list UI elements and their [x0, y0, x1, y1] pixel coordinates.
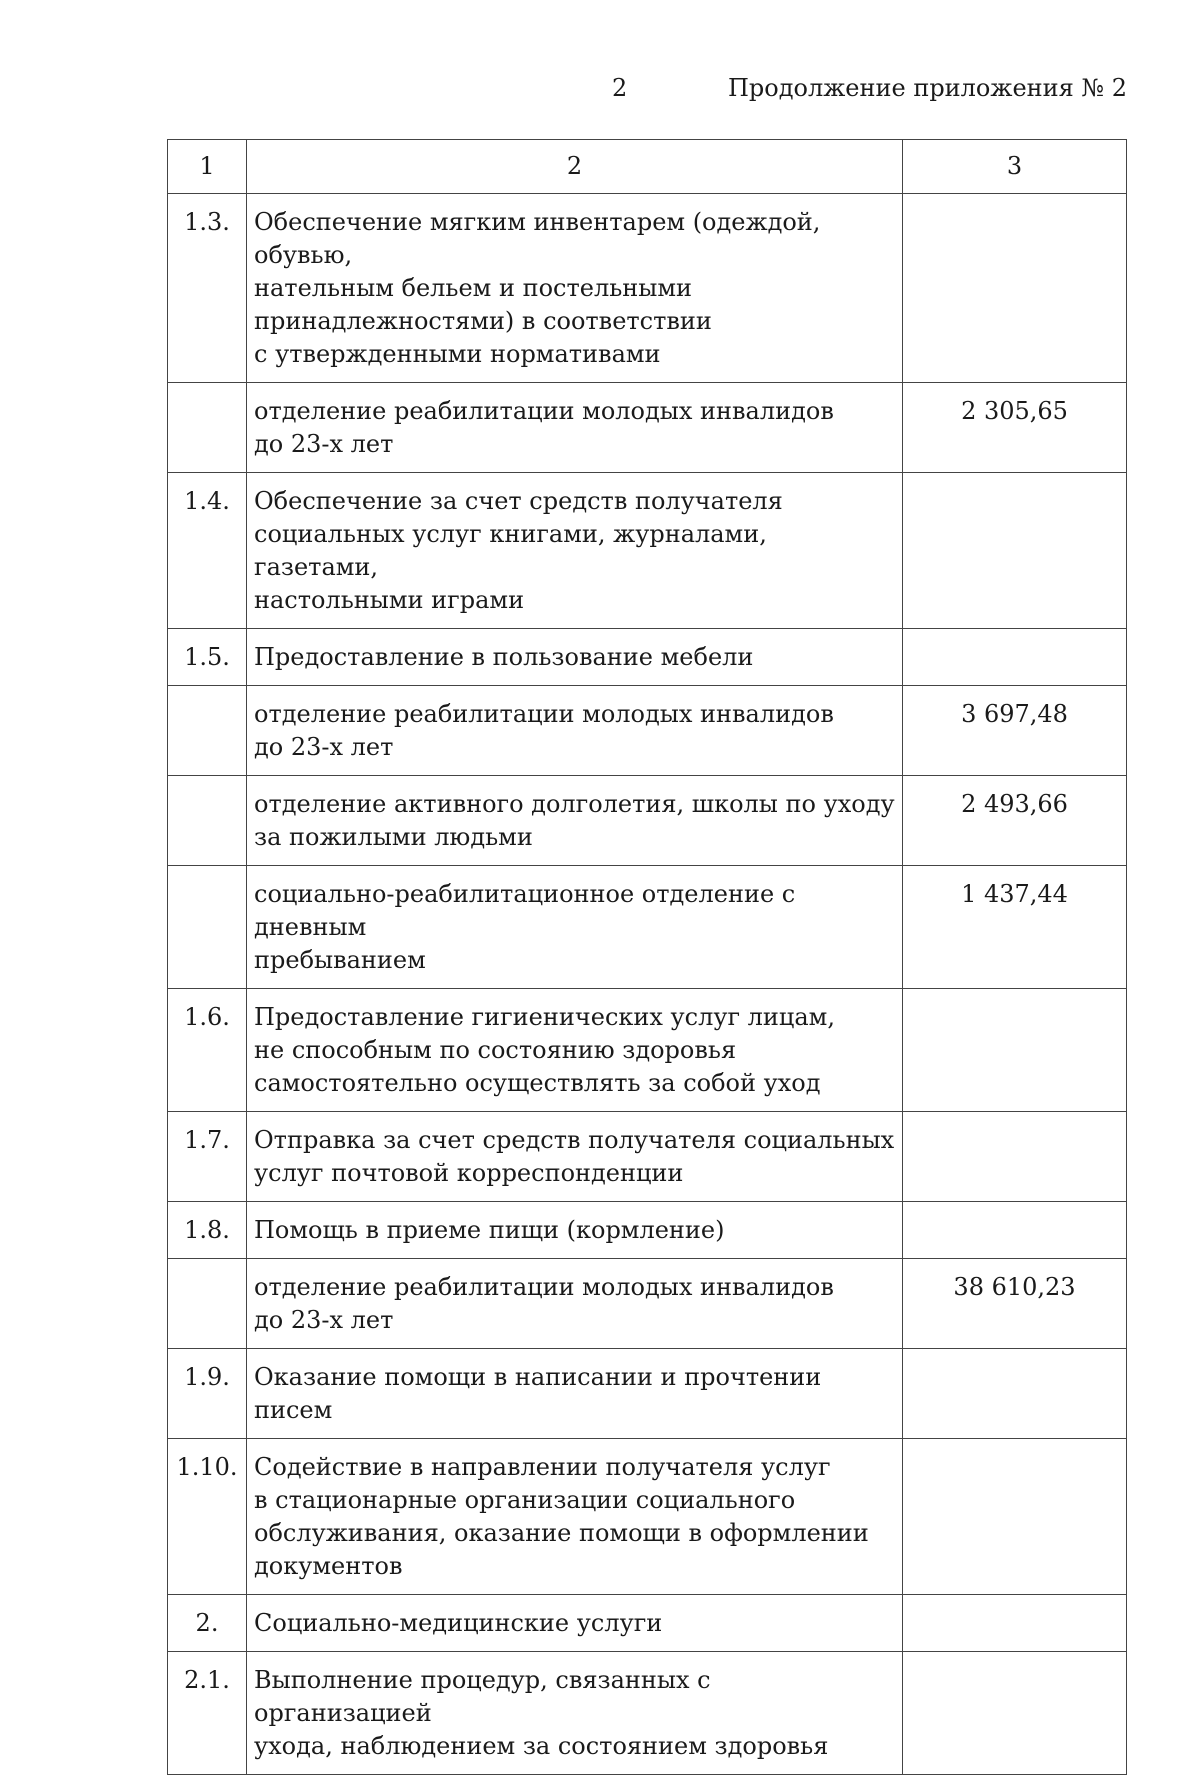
row-number-cell: 1.9.: [168, 1349, 247, 1439]
tariff-value-cell: [903, 1439, 1127, 1595]
table-header-row: [168, 140, 1127, 194]
tariff-value-cell: 38 610,23: [903, 1259, 1127, 1349]
page-number: 2: [612, 74, 628, 102]
service-name-cell: Отправка за счет средств получателя социальных услуг почтовой корреспонденции: [247, 1112, 903, 1202]
table-row: [168, 989, 1127, 1112]
service-name-cell: Помощь в приеме пищи (кормление): [247, 1202, 903, 1259]
table-row: [168, 629, 1127, 686]
tariff-value-cell: [903, 1595, 1127, 1652]
tariff-value-cell: 2 493,66: [903, 776, 1127, 866]
column-header-2: 2: [247, 140, 903, 194]
service-name-cell: Обеспечение мягким инвентарем (одеждой, обувью, нательным бельем и постельными принадлежностями) в соответствии с утвержденными нормативами: [247, 194, 903, 383]
row-number-cell: [168, 866, 247, 989]
row-number-cell: [168, 383, 247, 473]
service-name-cell: Обеспечение за счет средств получателя социальных услуг книгами, журналами, газетами, настольными играми: [247, 473, 903, 629]
row-number-cell: [168, 686, 247, 776]
service-name-cell: Социально-медицинские услуги: [247, 1595, 903, 1652]
row-number-cell: [168, 776, 247, 866]
row-number-cell: 1.6.: [168, 989, 247, 1112]
row-number-cell: [168, 1259, 247, 1349]
service-name-cell: отделение реабилитации молодых инвалидов до 23-х лет: [247, 1259, 903, 1349]
tariff-value-cell: 3 697,48: [903, 686, 1127, 776]
tariff-value-cell: [903, 1349, 1127, 1439]
table-row: [168, 1439, 1127, 1595]
row-number-cell: 1.8.: [168, 1202, 247, 1259]
table-row: [168, 1652, 1127, 1775]
services-table-body: [168, 140, 1127, 1775]
tariff-value-cell: [903, 1112, 1127, 1202]
tariff-value-cell: [903, 1202, 1127, 1259]
row-number-cell: 1.7.: [168, 1112, 247, 1202]
service-name-cell: отделение активного долголетия, школы по уходу за пожилыми людьми: [247, 776, 903, 866]
table-row: [168, 1112, 1127, 1202]
table-row: [168, 1202, 1127, 1259]
table-row: [168, 1595, 1127, 1652]
table-row: [168, 473, 1127, 629]
table-row: [168, 383, 1127, 473]
tariff-value-cell: 2 305,65: [903, 383, 1127, 473]
tariff-value-cell: [903, 473, 1127, 629]
service-name-cell: Оказание помощи в написании и прочтении писем: [247, 1349, 903, 1439]
tariff-value-cell: [903, 629, 1127, 686]
appendix-continuation-label: Продолжение приложения № 2: [728, 74, 1128, 102]
column-header-1: 1: [168, 140, 247, 194]
table-row: [168, 686, 1127, 776]
table-row: [168, 194, 1127, 383]
table-row: [168, 1349, 1127, 1439]
services-table: [167, 139, 1127, 1775]
row-number-cell: 1.3.: [168, 194, 247, 383]
row-number-cell: 1.5.: [168, 629, 247, 686]
tariff-value-cell: [903, 989, 1127, 1112]
service-name-cell: Предоставление в пользование мебели: [247, 629, 903, 686]
table-row: [168, 1259, 1127, 1349]
tariff-value-cell: 1 437,44: [903, 866, 1127, 989]
tariff-value-cell: [903, 1652, 1127, 1775]
service-name-cell: Предоставление гигиенических услуг лицам, не способным по состоянию здоровья самостоятельно осуществлять за собой уход: [247, 989, 903, 1112]
table-row: [168, 776, 1127, 866]
column-header-3: 3: [903, 140, 1127, 194]
row-number-cell: 2.1.: [168, 1652, 247, 1775]
service-name-cell: Содействие в направлении получателя услуг в стационарные организации социального обслуживания, оказание помощи в оформлении документов: [247, 1439, 903, 1595]
row-number-cell: 1.4.: [168, 473, 247, 629]
row-number-cell: 1.10.: [168, 1439, 247, 1595]
table-row: [168, 866, 1127, 989]
service-name-cell: социально-реабилитационное отделение с дневным пребыванием: [247, 866, 903, 989]
service-name-cell: Выполнение процедур, связанных с организацией ухода, наблюдением за состоянием здоровья: [247, 1652, 903, 1775]
service-name-cell: отделение реабилитации молодых инвалидов до 23-х лет: [247, 686, 903, 776]
service-name-cell: отделение реабилитации молодых инвалидов до 23-х лет: [247, 383, 903, 473]
row-number-cell: 2.: [168, 1595, 247, 1652]
tariff-value-cell: [903, 194, 1127, 383]
